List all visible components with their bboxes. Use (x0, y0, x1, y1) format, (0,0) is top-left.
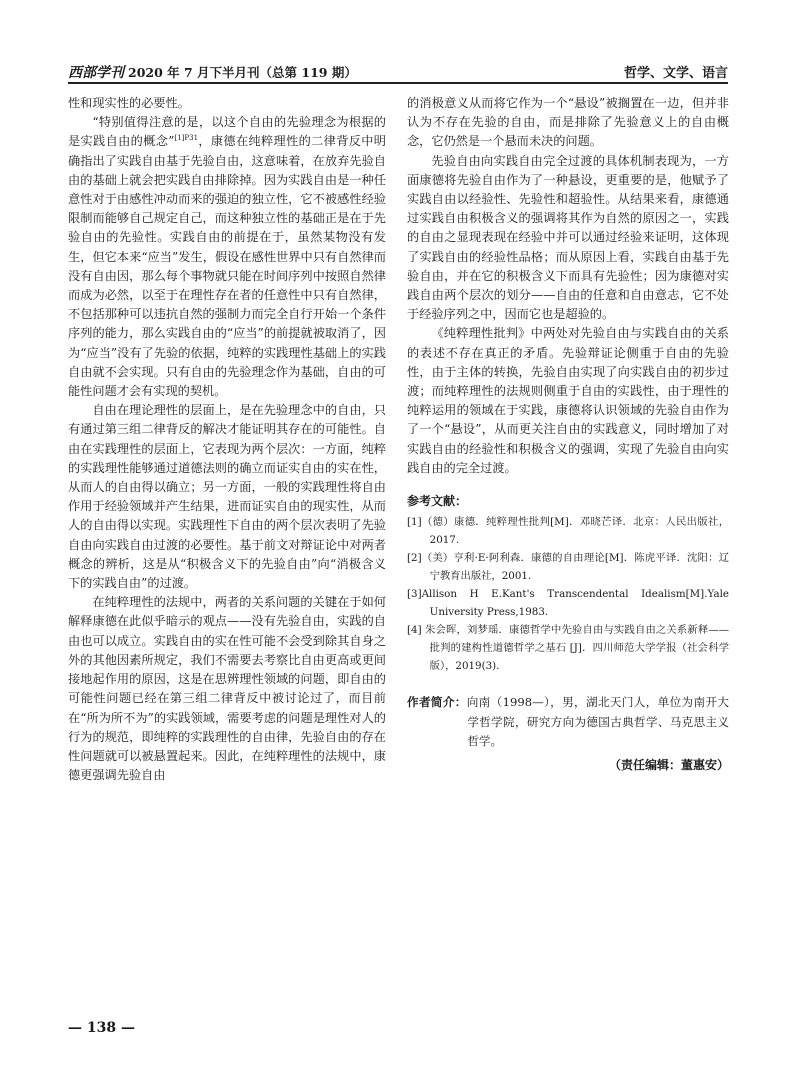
section-title: 哲学、文学、语言 (623, 66, 728, 81)
issue-info: 2020 年 7 月下半月刊（总第 119 期） (128, 65, 357, 80)
page-header (68, 58, 728, 84)
paragraph-text: “特别值得注意的是，以这个自由的先验理念为根据的是实践自由的概念” (68, 115, 386, 149)
paragraph: 先验自由向实践自由完全过渡的具体机制表现为，一方面康德将先验自由作为了一种悬设，更重要的是，他赋予了实践自由以经验性、先验性和超验性。从结果来看，康德通过实践自由积极含义的强调将其作为自然的原因之一，实践的自由之显现表现在经验中并可以通过经验来证明，这体现了实践自由的经验性品格；而从原因上看，实践自由基于先验自由，并在它的积极含义下而具有先验性；因为康德对实践自由两个层次的划分——自由的任意和自由意志，它不处于经验序列之中，因而它也是超验的。 (407, 153, 729, 322)
paragraph (68, 113, 386, 401)
references-title: 参考文献： (407, 494, 468, 509)
paragraph: 的消极意义从而将它作为一个“悬设”被搁置在一边，但并非认为不存在先验的自由，而是排除了先验意义上的自由概念，它仍然是一个悬而未决的问题。 (407, 96, 729, 149)
paragraph-text: ，康德在纯粹理性的二律背反中明确指出了实践自由基于先验自由，这意味着，在放弃先验自由的基础上就会把实践自由排除掉。因为实践自由是一种任意性对于由感性冲动而来的强迫的独立性，它不被感性经验限制而能够自己规定自己，而这种独立性的基础正是在于先验自由的先验性。实践自由的前提在于，虽然某物没有发生，但它本来“应当”发生，假设在感性世界中只有自然律而没有自由因，那么每个事物就只能在时间序列中按照自然律而成为必然，以至于在理性存在者的任意性中只有自然律，不包括那种可以违抗自然的强制力而完全自行开始一个条件序列的能力，那么实践自由的“应当”的前提就被取消了，因为“应当”没有了先验的依据，纯粹的实践理性基础上的实践自由就不会实现。只有自由的先验理念作为基础，自由的可能性问题才会有实现的契机。 (68, 134, 386, 399)
paragraph: 自由在理论理性的层面上，是在先验理念中的自由，只有通过第三组二律背反的解决才能证明其存在的可能性。自由在实践理性的层面上，它表现为两个层次：一方面，纯粹的实践理性能够通过道德法则的确立而证实自由的实在性，从而人的自由得以确立；另一方面，一般的实践理性将自由作用于经验领域并产生结果，进而证实自由的现实性，从而人的自由得以实现。实践理性下自由的两个层次表明了先验自由向实践自由过渡的必要性。基于前文对辩证论中对两者概念的辨析，这是从“积极含义下的先验自由”向“消极含义下的实践自由”的过渡。 (68, 403, 386, 591)
right-column (407, 94, 729, 775)
journal-logo: 西部学刊 (68, 65, 124, 81)
reference-item: [2]（美）亨利·E·阿利森．康德的自由理论[M]．陈虎平译．沈阳：辽宁教育出版社，2001. (407, 552, 729, 583)
paragraph: 性和现实性的必要性。 (68, 96, 190, 110)
citation-marker: [1]P31 (174, 134, 199, 143)
author-bio (407, 693, 729, 752)
paragraph: 《纯粹理性批判》中两处对先验自由与实践自由的关系的表述不存在真正的矛盾。先验辩证论侧重于自由的先验性，由于主体的转换，先验自由实现了向实践自由的初步过渡；而纯粹理性的法规则侧重于自由的实践性，由于理性的纯粹运用的领域在于实践，康德将认识领域的先验自由作为了一个“悬设”，从而更关注自由的实践意义，同时增加了对实践自由的经验性和积极含义的强调，实现了先验自由向实践自由的完全过渡。 (407, 326, 729, 475)
author-text: 向南（1998—），男，湖北天门人，单位为南开大学哲学院，研究方向为德国古典哲学、马克思主义哲学。 (466, 695, 729, 749)
paragraph: 在纯粹理性的法规中，两者的关系问题的关键在于如何解释康德在此似乎暗示的观点——没有先验自由，实践的自由也可以成立。实践自由的实在性可能不会受到除其自身之外的其他因素所规定，我们不需要去考察比自由更高或更间接地起作用的原因，这是在思辨理性领域的问题，即自由的可能性问题已经在第三组二律背反中被讨论过了，而目前在“所为所不为”的实践领域，需要考虑的问题是理性对人的行为的规范，即纯粹的实践理性的自由律，先验自由的存在性问题就可以被悬置起来。因此，在纯粹理性的法规中，康德更强调先验自由 (68, 595, 386, 783)
reference-item: [1]（德）康德．纯粹理性批判[M]．邓晓芒译．北京：人民出版社，2017. (407, 516, 729, 547)
reference-item: [3]Allison H E.Kant's Transcendental Idealism[M].Yale University Press,1983. (407, 588, 729, 619)
page-number: — 138 — (68, 1020, 135, 1036)
reference-item: [4] 朱会晖，刘梦瑶．康德哲学中先验自由与实践自由之关系新释——批判的建构性道德哲学之基石 [J]．四川师范大学学报（社会科学版），2019(3). (407, 624, 729, 673)
journal-info (68, 62, 357, 82)
header-rule (68, 82, 728, 84)
left-column (68, 94, 386, 785)
author-label: 作者简介： (407, 695, 467, 710)
editor-credit: （责任编辑：董惠安） (608, 757, 729, 772)
